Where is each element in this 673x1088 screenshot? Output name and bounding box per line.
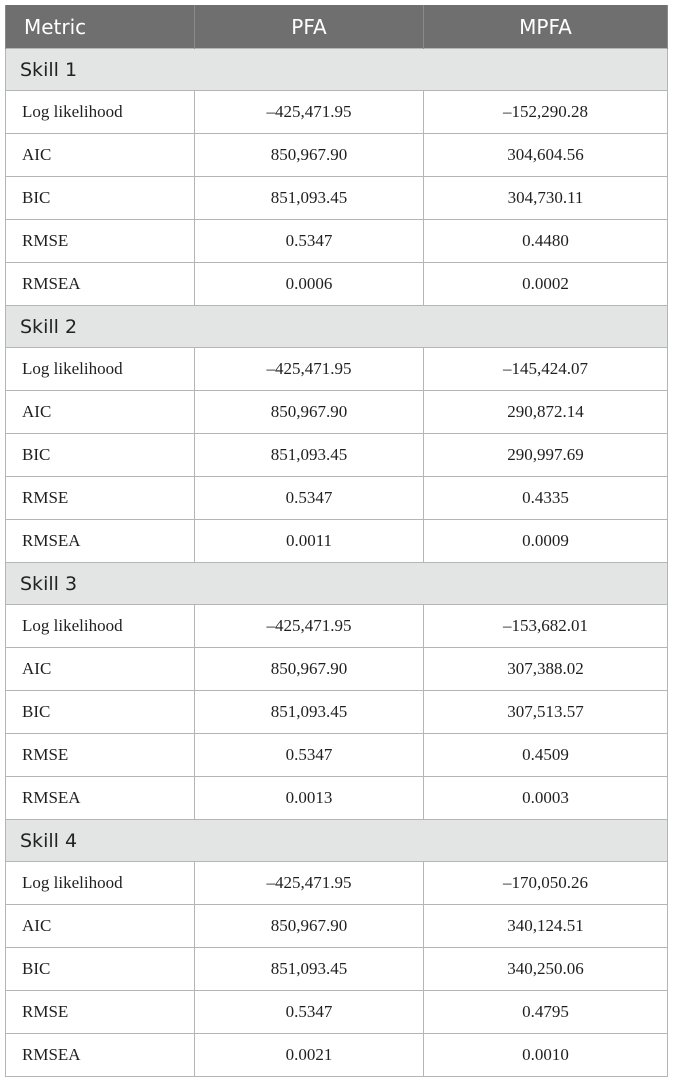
metric-cell: AIC — [6, 905, 195, 948]
table-header — [6, 5, 668, 49]
mpfa-cell: 0.4480 — [424, 220, 668, 263]
table-row — [6, 477, 668, 520]
header-mpfa: MPFA — [424, 5, 668, 49]
table-row — [6, 777, 668, 820]
mpfa-cell: 304,604.56 — [424, 134, 668, 177]
pfa-cell: 0.0013 — [195, 777, 424, 820]
mpfa-cell: 0.0010 — [424, 1034, 668, 1077]
metric-cell: RMSE — [6, 220, 195, 263]
pfa-cell: –425,471.95 — [195, 862, 424, 905]
results-table — [5, 5, 668, 1077]
pfa-cell: 0.5347 — [195, 477, 424, 520]
metric-cell: RMSEA — [6, 1034, 195, 1077]
pfa-cell: 0.5347 — [195, 734, 424, 777]
pfa-cell: 0.5347 — [195, 220, 424, 263]
metric-cell: RMSEA — [6, 263, 195, 306]
metric-cell: Log likelihood — [6, 862, 195, 905]
mpfa-cell: 0.4335 — [424, 477, 668, 520]
header-pfa: PFA — [195, 5, 424, 49]
group-label: Skill 2 — [6, 306, 668, 348]
table-row — [6, 905, 668, 948]
mpfa-cell: –170,050.26 — [424, 862, 668, 905]
metric-cell: RMSE — [6, 734, 195, 777]
table-row — [6, 948, 668, 991]
table-row — [6, 177, 668, 220]
pfa-cell: –425,471.95 — [195, 605, 424, 648]
pfa-cell: 850,967.90 — [195, 134, 424, 177]
mpfa-cell: 290,997.69 — [424, 434, 668, 477]
pfa-cell: 0.5347 — [195, 991, 424, 1034]
metric-cell: BIC — [6, 434, 195, 477]
mpfa-cell: 0.0009 — [424, 520, 668, 563]
pfa-cell: 850,967.90 — [195, 648, 424, 691]
group-row — [6, 306, 668, 348]
mpfa-cell: 0.0002 — [424, 263, 668, 306]
table-row — [6, 520, 668, 563]
table-row — [6, 862, 668, 905]
group-label: Skill 4 — [6, 820, 668, 862]
metric-cell: BIC — [6, 177, 195, 220]
group-label: Skill 1 — [6, 49, 668, 91]
metric-cell: BIC — [6, 691, 195, 734]
metric-cell: Log likelihood — [6, 605, 195, 648]
mpfa-cell: 340,250.06 — [424, 948, 668, 991]
mpfa-cell: –153,682.01 — [424, 605, 668, 648]
results-table-container — [5, 5, 667, 1077]
table-row — [6, 605, 668, 648]
table-row — [6, 734, 668, 777]
mpfa-cell: 340,124.51 — [424, 905, 668, 948]
table-row — [6, 648, 668, 691]
mpfa-cell: 0.4795 — [424, 991, 668, 1034]
mpfa-cell: –152,290.28 — [424, 91, 668, 134]
metric-cell: RMSEA — [6, 777, 195, 820]
group-row — [6, 820, 668, 862]
pfa-cell: 0.0021 — [195, 1034, 424, 1077]
pfa-cell: 851,093.45 — [195, 948, 424, 991]
pfa-cell: 850,967.90 — [195, 391, 424, 434]
table-row — [6, 220, 668, 263]
table-row — [6, 134, 668, 177]
mpfa-cell: 304,730.11 — [424, 177, 668, 220]
metric-cell: AIC — [6, 134, 195, 177]
metric-cell: AIC — [6, 391, 195, 434]
header-metric: Metric — [6, 5, 195, 49]
mpfa-cell: 0.0003 — [424, 777, 668, 820]
metric-cell: AIC — [6, 648, 195, 691]
pfa-cell: 851,093.45 — [195, 691, 424, 734]
group-label: Skill 3 — [6, 563, 668, 605]
metric-cell: BIC — [6, 948, 195, 991]
mpfa-cell: 307,388.02 — [424, 648, 668, 691]
pfa-cell: 850,967.90 — [195, 905, 424, 948]
table-row — [6, 991, 668, 1034]
metric-cell: RMSE — [6, 991, 195, 1034]
mpfa-cell: 290,872.14 — [424, 391, 668, 434]
table-row — [6, 348, 668, 391]
header-row — [6, 5, 668, 49]
metric-cell: Log likelihood — [6, 91, 195, 134]
metric-cell: RMSE — [6, 477, 195, 520]
mpfa-cell: 0.4509 — [424, 734, 668, 777]
pfa-cell: 0.0006 — [195, 263, 424, 306]
mpfa-cell: –145,424.07 — [424, 348, 668, 391]
table-row — [6, 263, 668, 306]
mpfa-cell: 307,513.57 — [424, 691, 668, 734]
table-row — [6, 434, 668, 477]
table-row — [6, 91, 668, 134]
pfa-cell: 851,093.45 — [195, 434, 424, 477]
pfa-cell: 851,093.45 — [195, 177, 424, 220]
pfa-cell: –425,471.95 — [195, 348, 424, 391]
table-row — [6, 691, 668, 734]
metric-cell: Log likelihood — [6, 348, 195, 391]
metric-cell: RMSEA — [6, 520, 195, 563]
table-row — [6, 391, 668, 434]
group-row — [6, 563, 668, 605]
group-row — [6, 49, 668, 91]
pfa-cell: –425,471.95 — [195, 91, 424, 134]
pfa-cell: 0.0011 — [195, 520, 424, 563]
table-body — [6, 49, 668, 1077]
table-row — [6, 1034, 668, 1077]
